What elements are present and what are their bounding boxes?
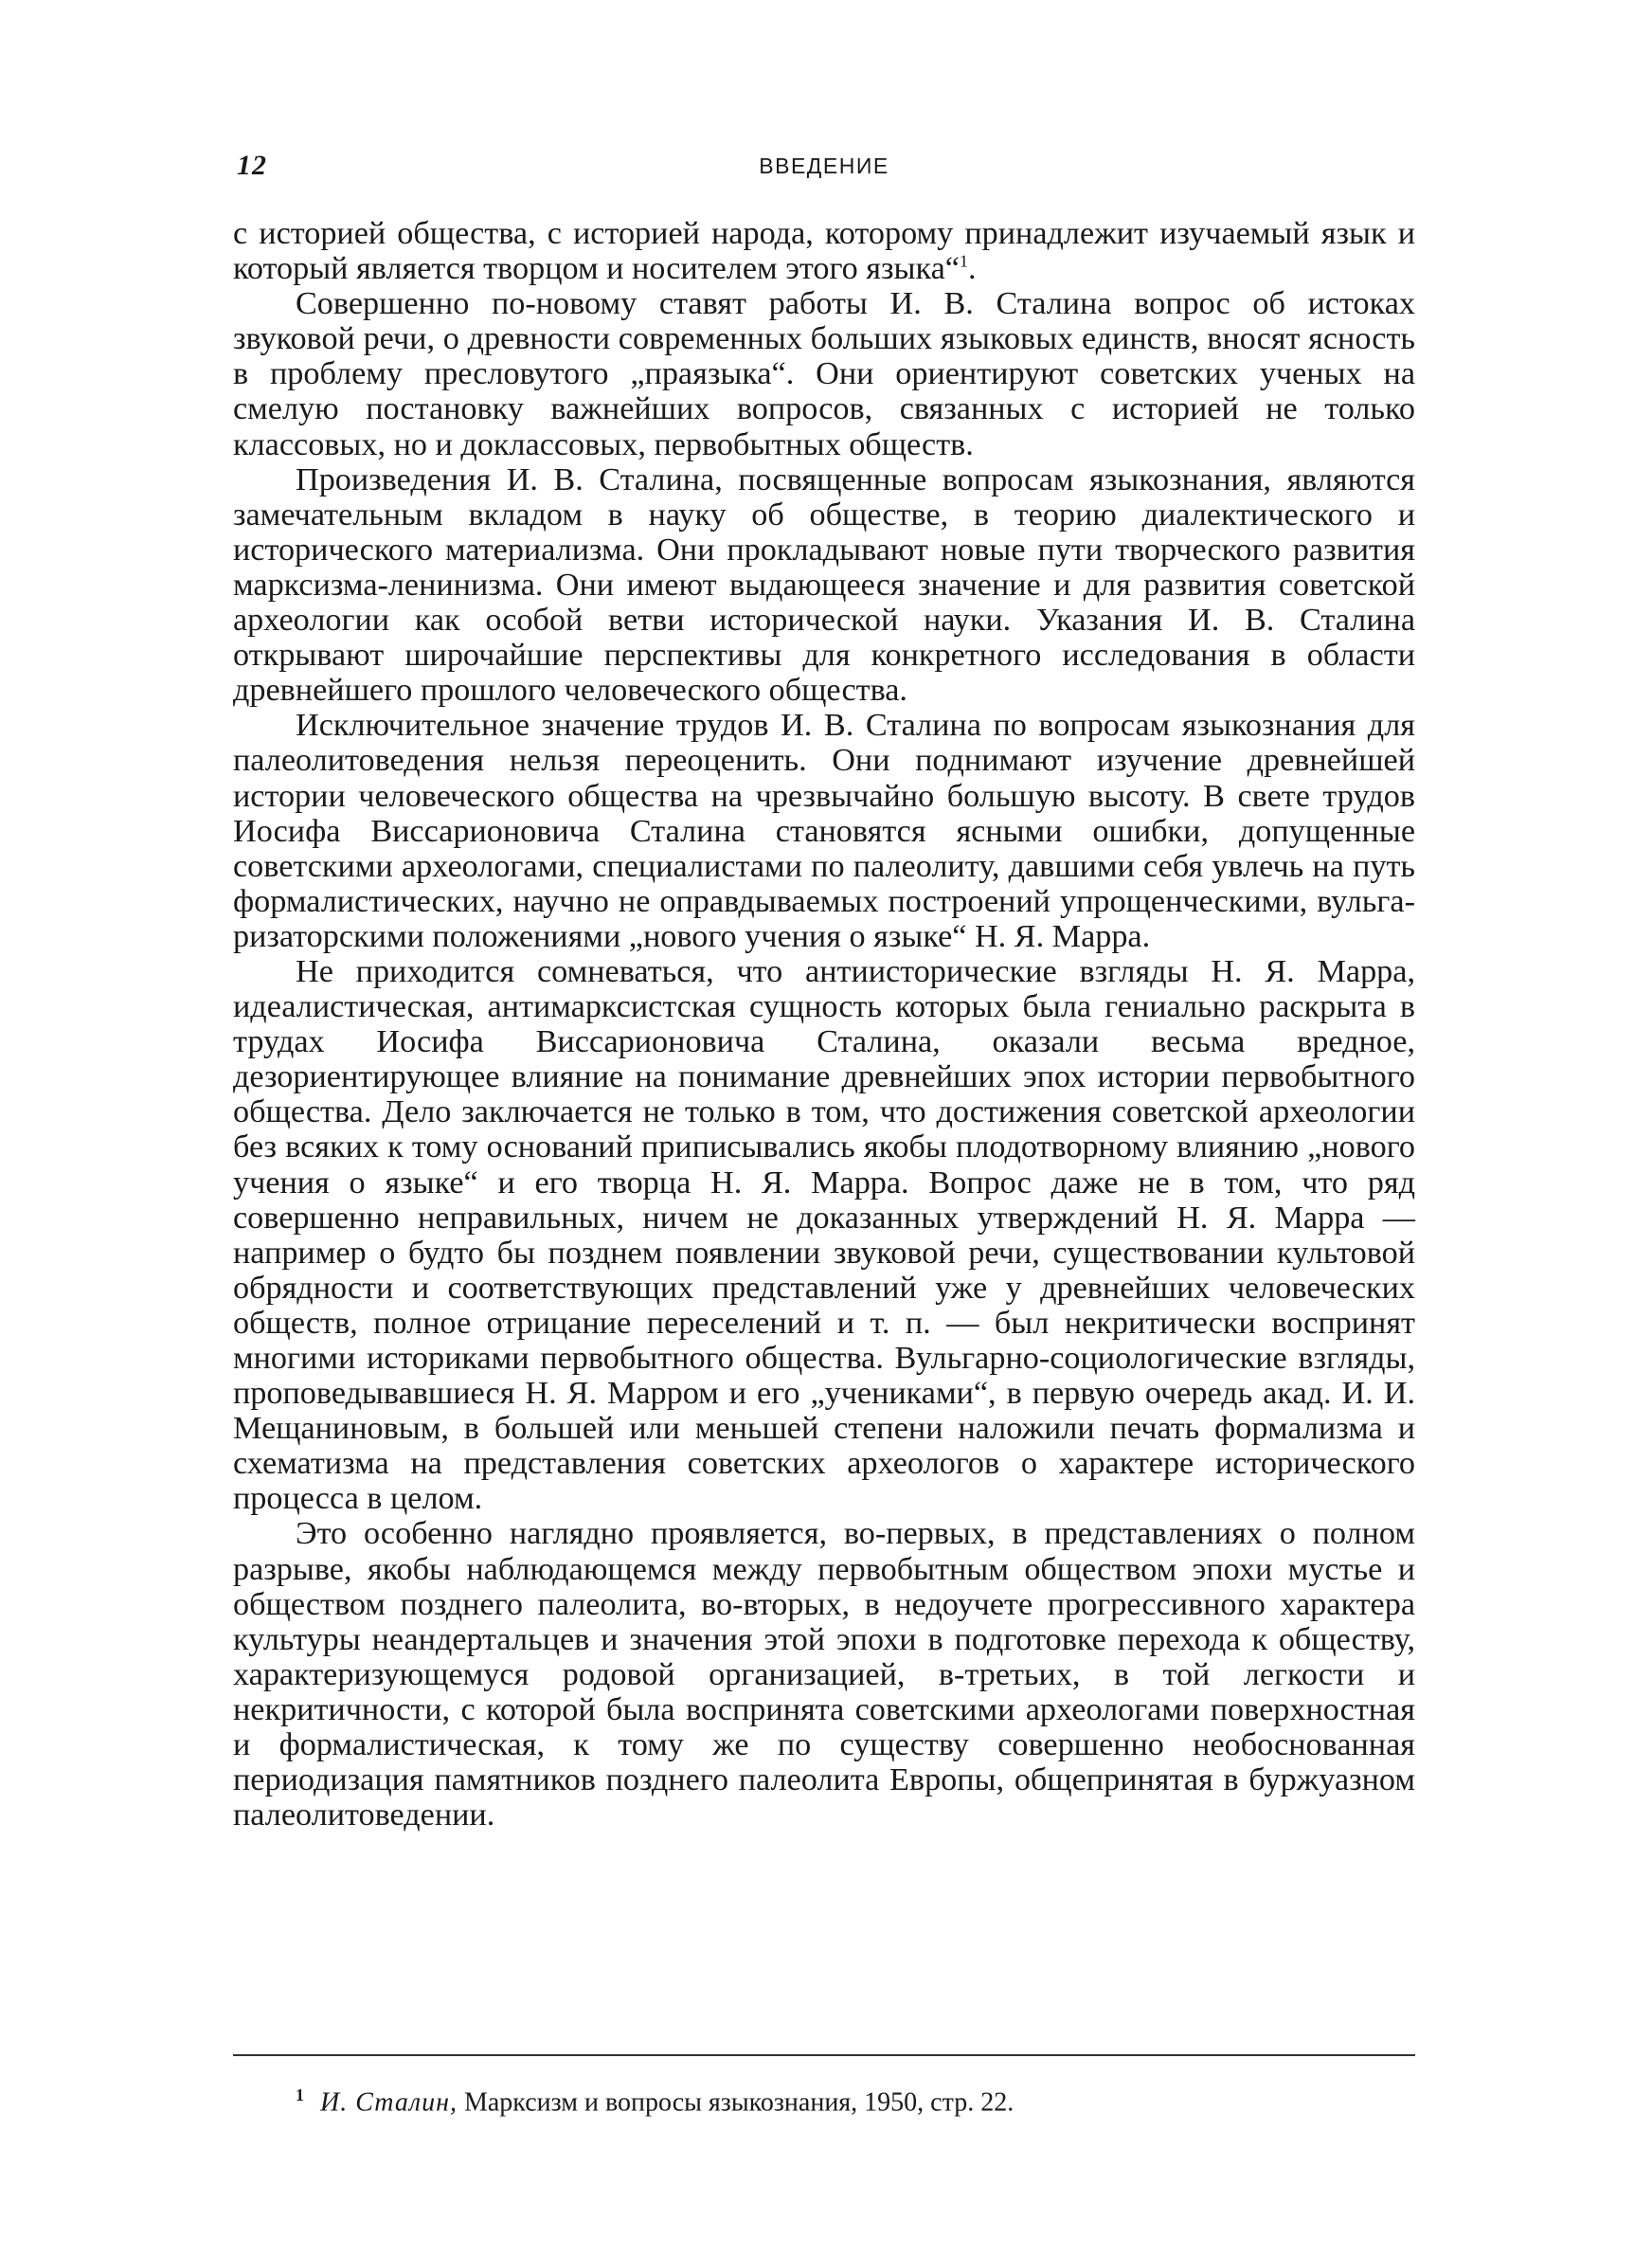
page-header — [237, 150, 1411, 188]
footnote — [296, 2079, 1413, 2119]
paragraph-1-text: с историей общества, с историей народа, которому принадлежит изучаемый язык и который является творцом и носителем этого языка“ — [233, 216, 1415, 287]
footnote-mark: 1 — [296, 2085, 304, 2104]
paragraph-2: Совершенно по-новому ставят работы И. В. Сталина вопрос об истоках звуковой речи, о древности современных больших языковых единств, вносят ясность в проблему пресловутого „праязыка“. Они ориентируют советских ученых на смелую постановку важнейших вопросов, связанных с историей не только классовых, но и доклассовых, первобытных обществ. — [233, 286, 1415, 462]
page-number: 12 — [237, 150, 267, 181]
body-text — [233, 216, 1415, 1833]
paragraph-3: Произведения И. В. Сталина, посвященные вопросам языкознания, являются замечательным вкладом в науку об обществе, в теорию диалектического и исторического материализма. Они прокладывают новые пути творческого развития марксизма-ленинизма. Они имеют выдающееся значение и для развития советской археологии как особой ветви исторической науки. Указания И. В. Сталина открывают широчайшие перспективы для конкретного исследования в области древнейшего прошлого человеческого общества. — [233, 461, 1415, 709]
footnote-divider — [233, 2054, 1415, 2056]
running-head: ВВЕДЕНИЕ — [759, 153, 889, 178]
paragraph-4: Исключительное значение трудов И. В. Сталина по вопросам языкознания для палеолитоведения нельзя переоценить. Они поднимают изучение древнейшей истории человеческого общества на чрезвычайно большую высоту. В свете трудов Иосифа Виссарионовича Сталина становятся ясными ошибки, допущенные советскими археологами, специалистами по палеолиту, давшими себя увлечь на путь формалистических, научно не оправдываемых построений упрощенческими, вульгаризаторскими положениями „нового учения о языке“ Н. Я. Марра. — [233, 708, 1415, 954]
paragraph-1-end: . — [967, 251, 977, 287]
footnote-text: Марксизм и вопросы языкознания, 1950, стр. 22. — [463, 2087, 1015, 2118]
footnote-author: И. Сталин, — [320, 2087, 458, 2118]
paragraph-5: Не приходится сомневаться, что антиисторические взгляды Н. Я. Марра, идеалистическая, антимарксистская сущность которых была гениально раскрыта в трудах Иосифа Виссарионовича Сталина, оказали весьма вредное, дезориентирующее влияние на понимание древнейших эпох истории первобытного общества. Дело заключается не только в том, что достижения советской археологии без всяких к тому оснований приписывались якобы плодотворному влиянию „нового учения о языке“ и его творца Н. Я. Марра. Вопрос даже не в том, что ряд совершенно неправильных, ничем не доказанных утверждений Н. Я. Марра — например о будто бы позднем появлении звуковой речи, существовании культовой обрядности и соответствующих представлений уже у древнейших человеческих обществ, полное отрицание переселений и т. п. — был некритически воспринят многими историками первобытного общества. Вульгарно-социологические взгляды, проповедывавшиеся Н. Я. Марром и его „учениками“, в первую очередь акад. И. И. Мещаниновым, в большей или меньшей степени наложили печать формализма и схематизма на представления советских археологов о характере исторического процесса в целом. — [233, 953, 1415, 1517]
footnote-reference[interactable]: 1 — [959, 251, 968, 271]
paragraph-6: Это особенно наглядно проявляется, во-первых, в представлениях о полном разрыве, якобы наблюдающемся между первобытным обществом эпохи мустье и обществом позднего палеолита, во-вторых, в недоучете прогрессивного характера культуры неандертальцев и значения этой эпохи в подготовке перехода к обществу, характеризующемуся родовой организацией, в-третьих, в той легкости и некритичности, с которой была воспринята советскими археологами поверхностная и формалистическая, к тому же по существу совершенно необоснованная периодизация памятников позднего палеолита Европы, общепринятая в буржуазном палеолитоведении. — [233, 1516, 1415, 1833]
paragraph-1 — [233, 216, 1415, 286]
